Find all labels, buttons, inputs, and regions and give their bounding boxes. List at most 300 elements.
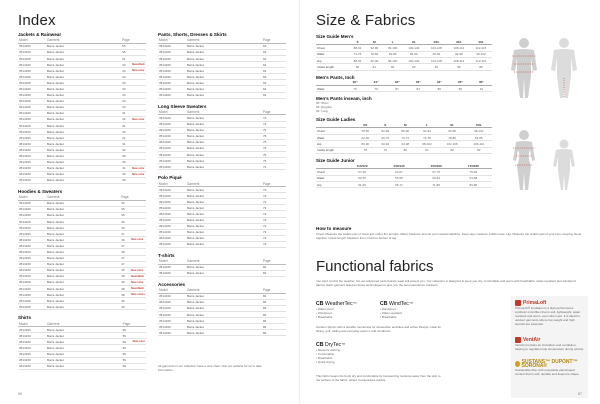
size-cell: 100-104 xyxy=(403,57,426,63)
size-cell: 88-92 xyxy=(349,45,366,51)
size-header: M xyxy=(366,39,383,45)
garment-cell: Barra Jacket xyxy=(46,231,120,237)
model-cell: 3514160 xyxy=(18,206,46,212)
size-cell: Waist xyxy=(316,175,344,181)
model-cell: 3514160 xyxy=(158,217,186,223)
page-cell: 34 xyxy=(121,92,131,98)
model-cell: 3514160 xyxy=(158,264,186,270)
index-section-title: Jackets & Rainwear xyxy=(18,32,62,37)
page-cell: 59 xyxy=(122,339,132,345)
size-header: 150/160 xyxy=(418,163,455,169)
fabric-feature-list xyxy=(316,348,386,364)
page-cell: 72 xyxy=(262,199,272,205)
model-cell: 3514160 xyxy=(158,74,186,80)
size-cell: 90-94 xyxy=(425,51,448,57)
brand-name: VentAir xyxy=(523,337,541,343)
size-table xyxy=(316,80,492,93)
fabric-feature: • Moisture wicking xyxy=(316,348,386,352)
inseam-line: 32" Regular xyxy=(316,105,332,110)
note-badge: New color xyxy=(132,340,145,344)
page-cell: 63 xyxy=(262,74,272,80)
size-cell: 84 xyxy=(425,64,448,70)
model-cell: 3514160 xyxy=(18,129,46,135)
size-header: 170/180 xyxy=(455,163,492,169)
page-cell: 84 xyxy=(262,318,272,324)
fabric-sustans xyxy=(515,360,585,376)
fabric-feature: • Breathable xyxy=(316,315,376,319)
garment-cell: Barra Jacket xyxy=(46,357,122,363)
fabric-tm: ™ xyxy=(341,342,346,347)
index-section xyxy=(158,104,286,171)
model-cell: 3514160 xyxy=(18,286,46,292)
garment-cell: Barra Jacket xyxy=(46,68,121,74)
size-cell: Waist xyxy=(316,85,345,91)
model-cell: 3514160 xyxy=(158,121,186,127)
page-cell: 62 xyxy=(262,55,272,61)
model-cell: 3514160 xyxy=(158,115,186,121)
index-header-garment: Garment xyxy=(46,321,122,326)
garment-cell: Barra Jacket xyxy=(46,177,121,183)
garment-cell: Barra Jacket xyxy=(186,318,262,324)
note-badge: New color xyxy=(130,279,146,285)
page-cell: 72 xyxy=(262,193,272,199)
size-header: XS xyxy=(355,122,375,128)
index-section-title: Hoodies & Sweaters xyxy=(18,188,63,194)
garment-cell: Barra Jacket xyxy=(46,86,121,92)
garment-cell: Barra Jacket xyxy=(46,212,120,218)
page-cell: 33 xyxy=(121,80,131,86)
note-badge: New color xyxy=(132,69,145,73)
index-header-page: Page xyxy=(122,321,131,326)
page-cell: 32 xyxy=(121,147,131,153)
garment-cell: Barra Jacket xyxy=(46,345,122,351)
fabric-prefix: CB xyxy=(316,342,324,348)
size-cell: Chest xyxy=(316,169,344,175)
garment-cell: Barra Jacket xyxy=(46,339,122,345)
page-cell: 45 xyxy=(120,200,130,206)
page-cell: 59 xyxy=(122,357,132,363)
page-cell: 30 xyxy=(121,177,131,183)
size-header: 33" xyxy=(408,80,429,86)
model-cell: 3514160 xyxy=(158,305,186,311)
size-cell: 78-82 xyxy=(355,128,375,134)
garment-cell: Barra Jacket xyxy=(186,270,262,276)
fabric-drytec xyxy=(316,343,386,364)
model-cell: 3514160 xyxy=(158,62,186,68)
table-row xyxy=(158,330,286,336)
garment-cell: Barra Jacket xyxy=(186,121,262,127)
model-cell: 3514160 xyxy=(18,92,46,98)
page-cell: 33 xyxy=(121,104,131,110)
note-badge xyxy=(272,92,286,98)
page-cell: 46 xyxy=(120,212,130,218)
garment-cell: Barra Jacket xyxy=(186,211,262,217)
model-cell: 3514160 xyxy=(158,330,186,336)
page-cell: 33 xyxy=(121,98,131,104)
size-cell: 104-108 xyxy=(425,57,448,63)
size-cell: 106-110 xyxy=(466,141,492,147)
page-number: 87 xyxy=(578,392,582,396)
model-cell: 3514160 xyxy=(18,171,46,177)
size-header: XL xyxy=(439,122,466,128)
page-cell: 46 xyxy=(120,219,130,225)
index-header-garment: Garment xyxy=(46,38,121,43)
model-cell: 3514160 xyxy=(18,345,46,351)
model-cell: 3514160 xyxy=(18,231,46,237)
garment-cell: Barra Jacket xyxy=(46,104,121,110)
table-row xyxy=(158,241,286,247)
size-cell: 74-78 xyxy=(415,134,438,140)
model-cell: 3514160 xyxy=(158,241,186,247)
size-guides xyxy=(316,34,492,192)
note-badge xyxy=(131,177,146,183)
size-cell: 112-116 xyxy=(470,57,492,63)
index-header-page: Page xyxy=(122,38,130,43)
model-cell: 3514160 xyxy=(18,333,46,339)
brand-text: Sustainable fiber with renewable plant-based content that is soft, durable and keeps its shape. xyxy=(515,368,580,376)
junior-figure-icon xyxy=(548,138,580,192)
size-cell: 86 xyxy=(429,85,450,91)
page-cell: 32 xyxy=(121,129,131,135)
page-cell: 33 xyxy=(121,62,131,68)
page-cell: 72 xyxy=(262,187,272,193)
page-number: 86 xyxy=(18,392,22,396)
size-cell: 91 xyxy=(471,85,492,91)
index-header-garment: Garment xyxy=(186,110,262,115)
model-cell: 3514160 xyxy=(158,324,186,330)
fabric-tm: ™ xyxy=(408,301,414,306)
size-header: 30" xyxy=(345,80,366,86)
size-header: 36" xyxy=(471,80,492,86)
index-section-title: T-shirts xyxy=(158,252,175,258)
size-cell: 92-96 xyxy=(366,57,383,63)
garment-cell: Barra Jacket xyxy=(186,223,262,229)
fabric-name: WeatherTec xyxy=(324,301,353,307)
size-header: 110/120 xyxy=(344,163,381,169)
size-cell: 52-55 xyxy=(344,175,381,181)
model-cell: 3514160 xyxy=(158,187,186,193)
garment-cell: Barra Jacket xyxy=(46,237,120,243)
measurement-figures xyxy=(500,32,586,217)
index-column-2 xyxy=(158,32,286,341)
page-cell: 51 xyxy=(121,55,131,61)
page-cell: 48 xyxy=(120,273,130,279)
garment-cell: Barra Jacket xyxy=(46,74,121,80)
page-cell: 31 xyxy=(121,110,131,116)
model-cell: 3514160 xyxy=(18,49,46,55)
model-cell: 3514160 xyxy=(158,68,186,74)
page-cell: 84 xyxy=(262,330,272,336)
garment-cell: Barra Jacket xyxy=(46,135,121,141)
garment-cell: Barra Jacket xyxy=(186,217,262,223)
functional-fabrics-title: Functional fabrics xyxy=(316,258,434,275)
size-cell: 66-70 xyxy=(375,134,395,140)
garment-cell: Barra Jacket xyxy=(186,164,262,170)
index-header-garment: Garment xyxy=(46,195,120,200)
page-cell: 64 xyxy=(262,86,272,92)
garment-cell: Barra Jacket xyxy=(186,235,262,241)
table-row xyxy=(158,92,286,98)
page-cell: 55 xyxy=(121,43,131,49)
model-cell: 3514160 xyxy=(18,261,46,267)
page-cell: 84 xyxy=(262,312,272,318)
sustans-logo xyxy=(515,360,585,368)
size-cell: 81 xyxy=(387,85,408,91)
garment-cell: Barra Jacket xyxy=(186,158,262,164)
fabric-title xyxy=(380,302,440,306)
note-badge xyxy=(272,164,286,170)
inseam-line: 30" Short xyxy=(316,101,329,106)
model-cell: 3514160 xyxy=(158,299,186,305)
index-table xyxy=(158,181,286,248)
table-row xyxy=(316,85,492,91)
garment-cell: Barra Jacket xyxy=(46,110,121,116)
fabric-feature: • Quick drying xyxy=(316,360,386,364)
page-cell: 45 xyxy=(120,225,130,231)
size-cell: 112-116 xyxy=(470,45,492,51)
size-cell: 86-90 xyxy=(403,51,426,57)
fabric-windtec xyxy=(380,302,440,319)
model-cell: 3514160 xyxy=(18,74,46,80)
garment-cell: Barra Jacket xyxy=(186,49,262,55)
garment-cell: Barra Jacket xyxy=(46,327,122,333)
index-section xyxy=(158,32,286,99)
garment-cell: Barra Jacket xyxy=(186,74,262,80)
index-header-page: Page xyxy=(263,38,271,43)
garment-cell: Barra Jacket xyxy=(46,273,120,279)
index-header-model: Model xyxy=(158,259,186,264)
model-cell: 3514160 xyxy=(158,229,186,235)
size-cell: 82 xyxy=(439,147,466,153)
size-cell: 62-66 xyxy=(355,134,375,140)
pants-mens xyxy=(316,75,492,93)
size-cell: Hip xyxy=(316,57,349,63)
model-cell: 3514160 xyxy=(158,43,186,49)
note-badge: New color xyxy=(130,267,146,273)
fabric-feature: • Water repellent xyxy=(380,311,440,315)
page-cell: 72 xyxy=(262,211,272,217)
size-header: 130/140 xyxy=(380,163,417,169)
model-cell: 3514160 xyxy=(18,110,46,116)
index-header-model: Model xyxy=(158,288,186,293)
page-cell: 63 xyxy=(262,68,272,74)
inseam-list xyxy=(316,101,492,113)
model-cell: 3514160 xyxy=(18,165,46,171)
garment-cell: Barra Jacket xyxy=(46,255,120,261)
size-cell: 86 xyxy=(470,64,492,70)
garment-cell: Barra Jacket xyxy=(46,141,121,147)
size-cell: 85 xyxy=(448,64,470,70)
model-cell: 3514160 xyxy=(18,237,46,243)
garment-cell: Barra Jacket xyxy=(46,80,121,86)
garment-cell: Barra Jacket xyxy=(46,62,121,68)
fabric-prefix: CB xyxy=(380,301,388,307)
garment-cell: Barra Jacket xyxy=(46,304,120,310)
index-table xyxy=(158,288,286,336)
note-badge: Newsflash xyxy=(131,287,144,291)
garment-cell: Barra Jacket xyxy=(186,205,262,211)
male-back-figure-icon xyxy=(544,36,584,100)
size-cell: 94-98 xyxy=(448,51,470,57)
garment-cell: Barra Jacket xyxy=(186,324,262,330)
page-cell: 33 xyxy=(121,74,131,80)
index-header-model: Model xyxy=(18,38,46,43)
model-cell: 3514160 xyxy=(18,55,46,61)
index-table xyxy=(158,110,286,171)
size-header: 31" xyxy=(366,80,387,86)
size-cell: 74-78 xyxy=(349,51,366,57)
size-cell: Chest xyxy=(316,128,355,134)
model-cell: 3514160 xyxy=(158,151,186,157)
garment-cell: Barra Jacket xyxy=(46,286,120,292)
page-cell: 47 xyxy=(120,255,130,261)
model-cell: 3514160 xyxy=(18,225,46,231)
garment-cell: Barra Jacket xyxy=(46,225,120,231)
model-cell: 3514160 xyxy=(158,49,186,55)
model-cell: 3514160 xyxy=(158,55,186,61)
model-cell: 3514160 xyxy=(18,243,46,249)
model-cell: 3514160 xyxy=(18,159,46,165)
model-cell: 3514160 xyxy=(18,298,46,304)
index-section-title: Polo Piqué xyxy=(158,175,182,181)
size-fabrics-page xyxy=(300,0,600,404)
size-cell: 81 xyxy=(366,64,383,70)
fabric-title xyxy=(316,302,376,306)
size-cell: 94-98 xyxy=(439,128,466,134)
page-cell: 72 xyxy=(262,205,272,211)
page-cell: 47 xyxy=(120,243,130,249)
table-row xyxy=(18,304,146,310)
size-cell: 86-90 xyxy=(355,141,375,147)
size-cell: 71-80 xyxy=(418,181,455,187)
fabric-prefix: CB xyxy=(316,301,324,307)
page-cell: 75 xyxy=(262,127,272,133)
garment-cell: Barra Jacket xyxy=(186,187,262,193)
page-cell: 32 xyxy=(121,116,131,122)
index-section-title: Accessories xyxy=(158,281,186,287)
index-table xyxy=(158,38,286,99)
size-cell: 55-59 xyxy=(380,175,417,181)
garment-cell: Barra Jacket xyxy=(186,92,262,98)
garment-cell: Barra Jacket xyxy=(46,267,120,273)
size-cell: 90-94 xyxy=(415,128,438,134)
page-cell: 84 xyxy=(262,324,272,330)
page-cell: 84 xyxy=(262,305,272,311)
garment-cell: Barra Jacket xyxy=(46,116,121,122)
table-row xyxy=(316,64,492,70)
size-cell: 96-100 xyxy=(383,45,403,51)
garment-cell: Barra Jacket xyxy=(46,219,120,225)
size-guide-title: Men's Pants inseam, inch xyxy=(316,96,372,102)
index-table xyxy=(18,38,146,184)
size-guide-title: Men's Pants, Inch xyxy=(316,74,355,80)
size-cell: 94-98 xyxy=(395,141,415,147)
size-cell: 81 xyxy=(415,147,438,153)
model-cell: 3514160 xyxy=(18,304,46,310)
fabric-title xyxy=(316,343,386,347)
page-cell: 82 xyxy=(262,270,272,276)
model-cell: 3514160 xyxy=(18,363,46,369)
garment-cell: Barra Jacket xyxy=(46,243,120,249)
size-header: XL xyxy=(403,39,426,45)
size-header: 3XL xyxy=(448,39,470,45)
page-cell: 74 xyxy=(262,164,272,170)
garment-cell: Barra Jacket xyxy=(46,92,121,98)
size-cell: 78 xyxy=(355,147,375,153)
garment-cell: Barra Jacket xyxy=(186,80,262,86)
garment-cell: Barra Jacket xyxy=(186,151,262,157)
model-cell: 3514160 xyxy=(18,62,46,68)
index-header-model: Model xyxy=(158,110,186,115)
page-cell: 62 xyxy=(262,49,272,55)
index-section xyxy=(158,175,286,248)
index-header-model: Model xyxy=(158,38,186,43)
model-cell: 3514160 xyxy=(158,80,186,86)
inseam-mens xyxy=(316,96,492,113)
size-header: 32" xyxy=(387,80,408,86)
female-figure-icon xyxy=(504,128,544,192)
note-badge: New color xyxy=(130,237,146,243)
model-cell: 3514160 xyxy=(18,116,46,122)
size-header: L xyxy=(415,122,438,128)
garment-cell: Barra Jacket xyxy=(186,115,262,121)
model-cell: 3514160 xyxy=(158,270,186,276)
garment-cell: Barra Jacket xyxy=(46,98,121,104)
garment-cell: Barra Jacket xyxy=(186,86,262,92)
garment-cell: Barra Jacket xyxy=(46,298,120,304)
note-badge: New color xyxy=(132,172,145,176)
fabric-name: DryTec xyxy=(324,342,342,348)
garment-cell: Barra Jacket xyxy=(46,279,120,285)
size-header: S xyxy=(375,122,395,128)
note-badge: Newsflash xyxy=(131,274,144,278)
garment-cell: Barra Jacket xyxy=(46,249,120,255)
male-figure-icon xyxy=(504,36,544,100)
model-cell: 3514160 xyxy=(18,104,46,110)
page-cell: 30 xyxy=(121,171,131,177)
size-cell: 98-102 xyxy=(466,128,492,134)
size-cell: Inside length xyxy=(316,147,355,153)
page-cell: 76 xyxy=(262,158,272,164)
size-cell: 80 xyxy=(349,64,366,70)
model-cell: 3514160 xyxy=(158,211,186,217)
page-cell: 46 xyxy=(120,237,130,243)
page-cell: 30 xyxy=(121,153,131,159)
garment-cell: Barra Jacket xyxy=(46,261,120,267)
index-section xyxy=(18,32,146,184)
fabric-ventair xyxy=(515,337,585,351)
brand-text: VentAir provides air circulation and ventilation, helping to regulate body temperature during activity. xyxy=(515,343,584,351)
model-cell: 3514160 xyxy=(18,292,46,298)
model-cell: 3514160 xyxy=(18,212,46,218)
garment-cell: Barra Jacket xyxy=(186,330,262,336)
model-cell: 3514160 xyxy=(18,43,46,49)
index-table xyxy=(158,259,286,277)
size-header: XXL xyxy=(466,122,492,128)
model-cell: 3514160 xyxy=(158,158,186,164)
brand-name: PrimaLoft xyxy=(523,300,547,306)
page-cell: 62 xyxy=(262,43,272,49)
size-cell: 59-63 xyxy=(418,175,455,181)
fabric-feature: • Windproof xyxy=(380,307,440,311)
model-cell: 3514160 xyxy=(18,327,46,333)
garment-cell: Barra Jacket xyxy=(186,199,262,205)
garment-cell: Barra Jacket xyxy=(186,145,262,151)
garment-cell: Barra Jacket xyxy=(186,229,262,235)
index-header-garment: Garment xyxy=(186,38,262,43)
size-guide-title: Size Guide Men's xyxy=(316,34,354,39)
page-cell: 74 xyxy=(262,115,272,121)
